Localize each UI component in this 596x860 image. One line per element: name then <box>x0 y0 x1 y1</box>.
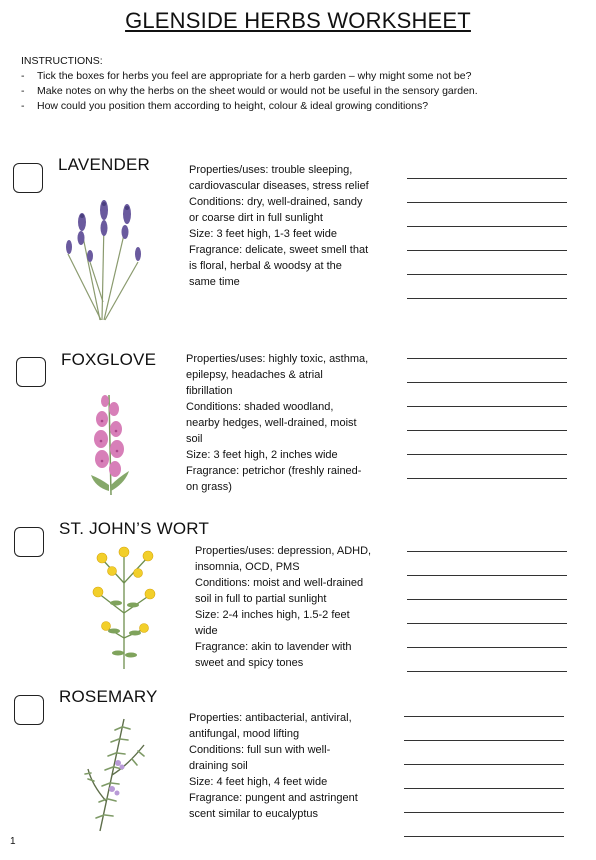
notes-line[interactable] <box>404 836 564 837</box>
notes-line[interactable] <box>407 358 567 359</box>
foxglove-checkbox[interactable] <box>16 357 46 387</box>
description-line: on grass) <box>186 481 232 493</box>
st-johns-wort-description <box>195 543 371 671</box>
notes-line[interactable] <box>407 382 567 383</box>
rosemary-notes-lines <box>404 716 564 860</box>
notes-line[interactable] <box>407 647 567 648</box>
notes-line[interactable] <box>404 764 564 765</box>
rosemary-checkbox[interactable] <box>14 695 44 725</box>
description-line: same time <box>189 276 240 288</box>
description-line: Conditions: shaded woodland, <box>186 401 334 413</box>
description-line: cardiovascular diseases, stress relief <box>189 180 369 192</box>
instruction-item: - Tick the boxes for herbs you feel are appropriate for a herb garden – why might some not be? <box>21 69 478 84</box>
description-line: antifungal, mood lifting <box>189 728 300 740</box>
notes-line[interactable] <box>407 250 567 251</box>
worksheet-title: GLENSIDE HERBS WORKSHEET <box>125 8 471 33</box>
notes-line[interactable] <box>407 623 567 624</box>
foxglove-notes-lines <box>407 358 567 502</box>
notes-line[interactable] <box>404 716 564 717</box>
description-line: soil in full to partial sunlight <box>195 593 327 605</box>
description-line: Properties/uses: trouble sleeping, <box>189 164 353 176</box>
notes-line[interactable] <box>404 812 564 813</box>
instructions-heading: INSTRUCTIONS: <box>21 55 103 67</box>
description-line: Fragrance: pungent and astringent <box>189 792 358 804</box>
st-johns-wort-checkbox[interactable] <box>14 527 44 557</box>
notes-line[interactable] <box>407 551 567 552</box>
description-line: scent similar to eucalyptus <box>189 808 318 820</box>
description-line: Conditions: dry, well-drained, sandy <box>189 196 363 208</box>
notes-line[interactable] <box>404 740 564 741</box>
description-line: nearby hedges, well-drained, moist <box>186 417 357 429</box>
st-johns-wort-notes-lines <box>407 551 567 695</box>
lavender-illustration <box>60 192 144 322</box>
description-line: or coarse dirt in full sunlight <box>189 212 323 224</box>
notes-line[interactable] <box>407 298 567 299</box>
lavender-checkbox[interactable] <box>13 163 43 193</box>
description-line: soil <box>186 433 203 445</box>
notes-line[interactable] <box>407 178 567 179</box>
notes-line[interactable] <box>407 599 567 600</box>
description-line: Conditions: moist and well-drained <box>195 577 364 589</box>
description-line: draining soil <box>189 760 248 772</box>
description-line: Properties/uses: highly toxic, asthma, <box>186 353 369 365</box>
herb-name-lavender: LAVENDER <box>58 155 150 174</box>
description-line: Size: 3 feet high, 1-3 feet wide <box>189 228 337 240</box>
description-line: Size: 3 feet high, 2 inches wide <box>186 449 338 461</box>
notes-line[interactable] <box>407 454 567 455</box>
description-line: Properties: antibacterial, antiviral, <box>189 712 352 724</box>
description-line: fibrillation <box>186 385 233 397</box>
rosemary-description <box>189 710 358 822</box>
instructions-list <box>21 69 478 114</box>
description-line: Properties/uses: depression, ADHD, <box>195 545 372 557</box>
st-johns-wort-illustration <box>88 543 160 671</box>
notes-line[interactable] <box>407 575 567 576</box>
herb-name-foxglove: FOXGLOVE <box>61 350 157 369</box>
description-line: Fragrance: akin to lavender with <box>195 641 352 653</box>
description-line: sweet and spicy tones <box>195 657 304 669</box>
notes-line[interactable] <box>404 788 564 789</box>
instructions <box>21 54 478 114</box>
lavender-notes-lines <box>407 178 567 322</box>
description-line: insomnia, OCD, PMS <box>195 561 300 573</box>
description-line: Conditions: full sun with well- <box>189 744 331 756</box>
herb-name-rosemary: ROSEMARY <box>59 687 158 706</box>
description-line: epilepsy, headaches & atrial <box>186 369 323 381</box>
notes-line[interactable] <box>407 406 567 407</box>
description-line: Size: 4 feet high, 4 feet wide <box>189 776 328 788</box>
notes-line[interactable] <box>407 430 567 431</box>
notes-line[interactable] <box>407 226 567 227</box>
instruction-item: - Make notes on why the herbs on the sheet would or would not be useful in the sensory garden. <box>21 84 478 99</box>
notes-line[interactable] <box>407 202 567 203</box>
description-line: Fragrance: petrichor (freshly rained- <box>186 465 362 477</box>
lavender-description <box>189 162 369 290</box>
page-number: 1 <box>10 836 16 847</box>
description-line: Size: 2-4 inches high, 1.5-2 feet <box>195 609 350 621</box>
description-line: Fragrance: delicate, sweet smell that <box>189 244 369 256</box>
instruction-item: - How could you position them according to height, colour & ideal growing conditions? <box>21 99 478 114</box>
notes-line[interactable] <box>407 671 567 672</box>
foxglove-illustration <box>85 391 135 497</box>
description-line: wide <box>195 625 218 637</box>
foxglove-description <box>186 351 368 495</box>
rosemary-illustration <box>82 715 152 833</box>
herb-name-st-johns-wort: ST. JOHN’S WORT <box>59 519 210 538</box>
description-line: is floral, herbal & woodsy at the <box>189 260 342 272</box>
notes-line[interactable] <box>407 478 567 479</box>
notes-line[interactable] <box>407 274 567 275</box>
